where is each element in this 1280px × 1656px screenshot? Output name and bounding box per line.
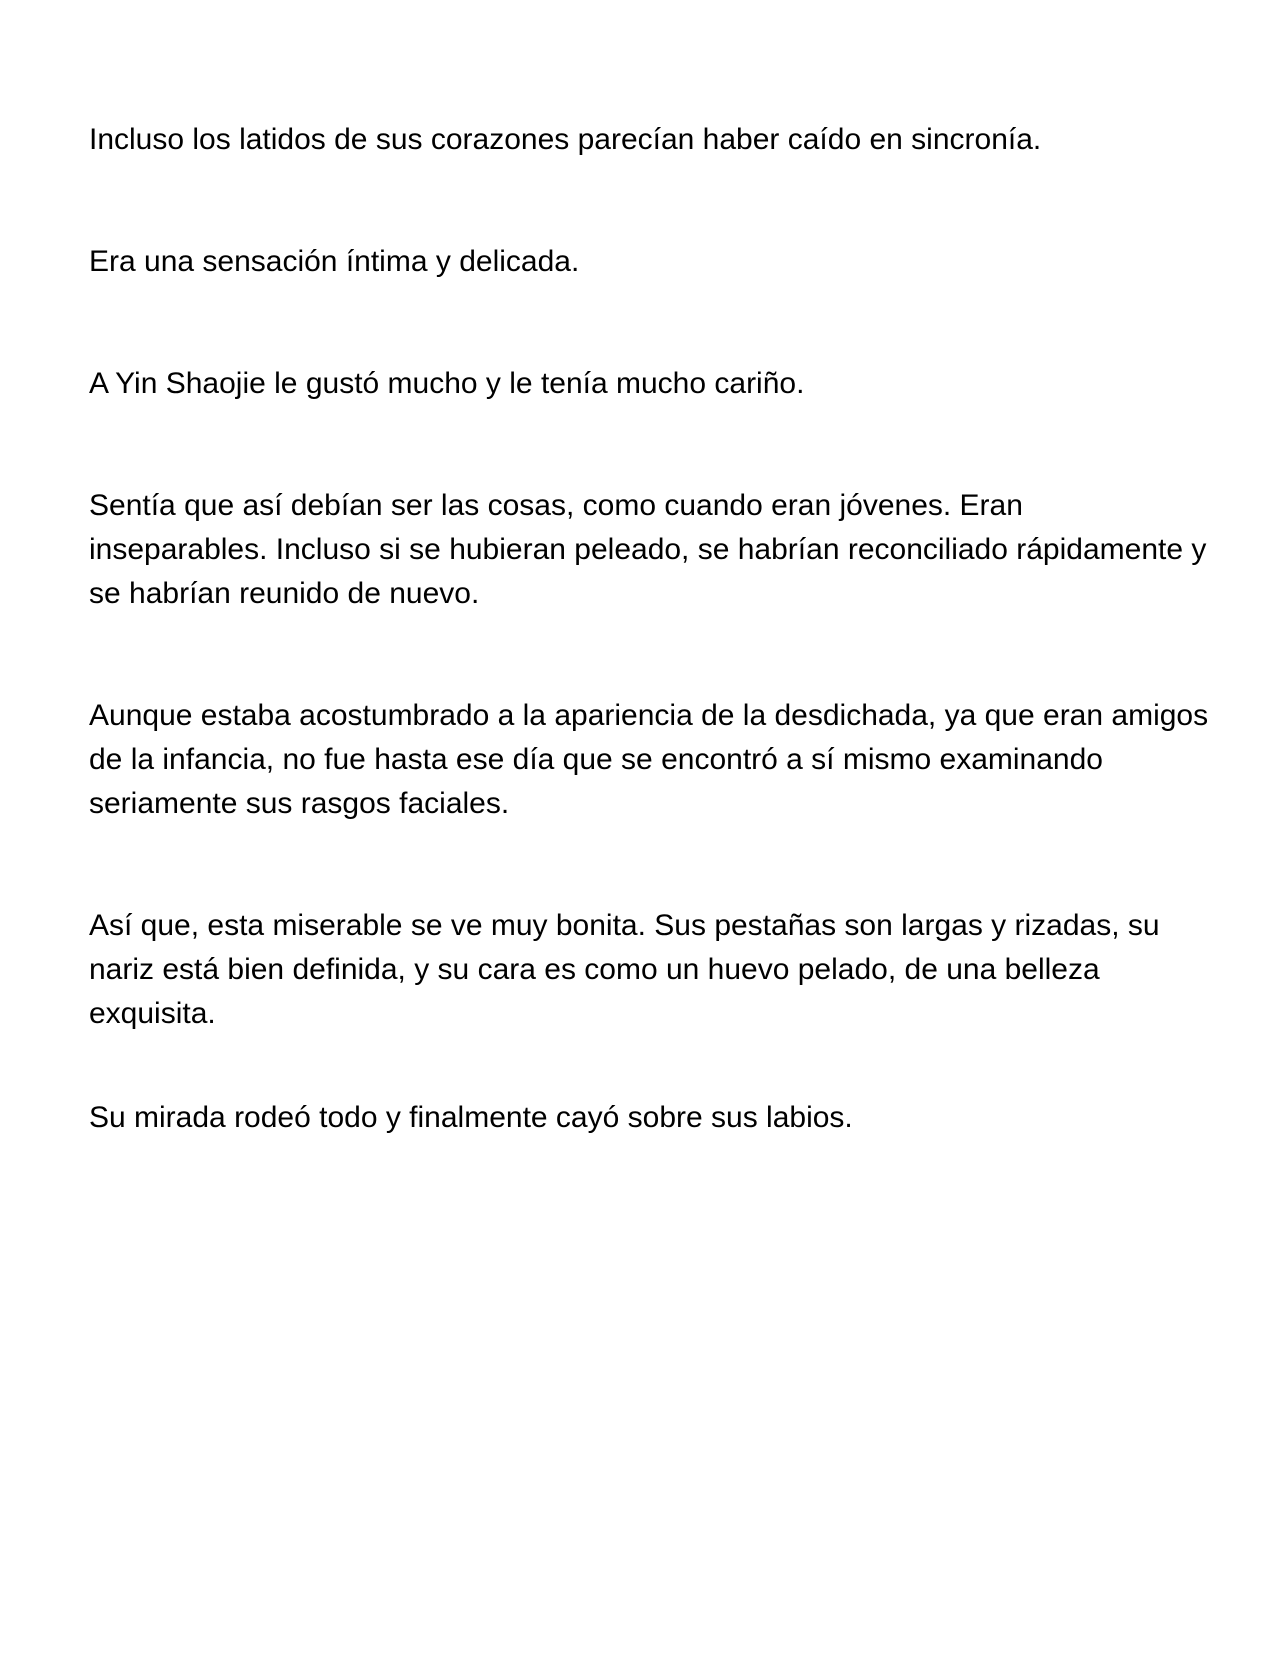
paragraph: A Yin Shaojie le gustó mucho y le tenía mucho cariño. <box>89 367 805 400</box>
paragraph: Su mirada rodeó todo y finalmente cayó sobre sus labios. <box>89 1101 853 1134</box>
paragraph: Era una sensación íntima y delicada. <box>89 245 580 278</box>
paragraph: Incluso los latidos de sus corazones parecían haber caído en sincronía. <box>89 123 1042 156</box>
paragraph: Aunque estaba acostumbrado a la apariencia de la desdichada, ya que eran amigos de la infancia, no fue hasta ese día que se encontró a sí mismo examinando seriamente sus rasgos faciales. <box>89 699 1209 820</box>
paragraph: Sentía que así debían ser las cosas, como cuando eran jóvenes. Eran inseparables. Incluso si se hubieran peleado, se habrían reconciliado rápidamente y se habrían reunido de nuevo. <box>89 489 1207 610</box>
paragraph: Así que, esta miserable se ve muy bonita. Sus pestañas son largas y rizadas, su nariz está bien definida, y su cara es como un huevo pelado, de una belleza exquisita. <box>89 909 1160 1030</box>
